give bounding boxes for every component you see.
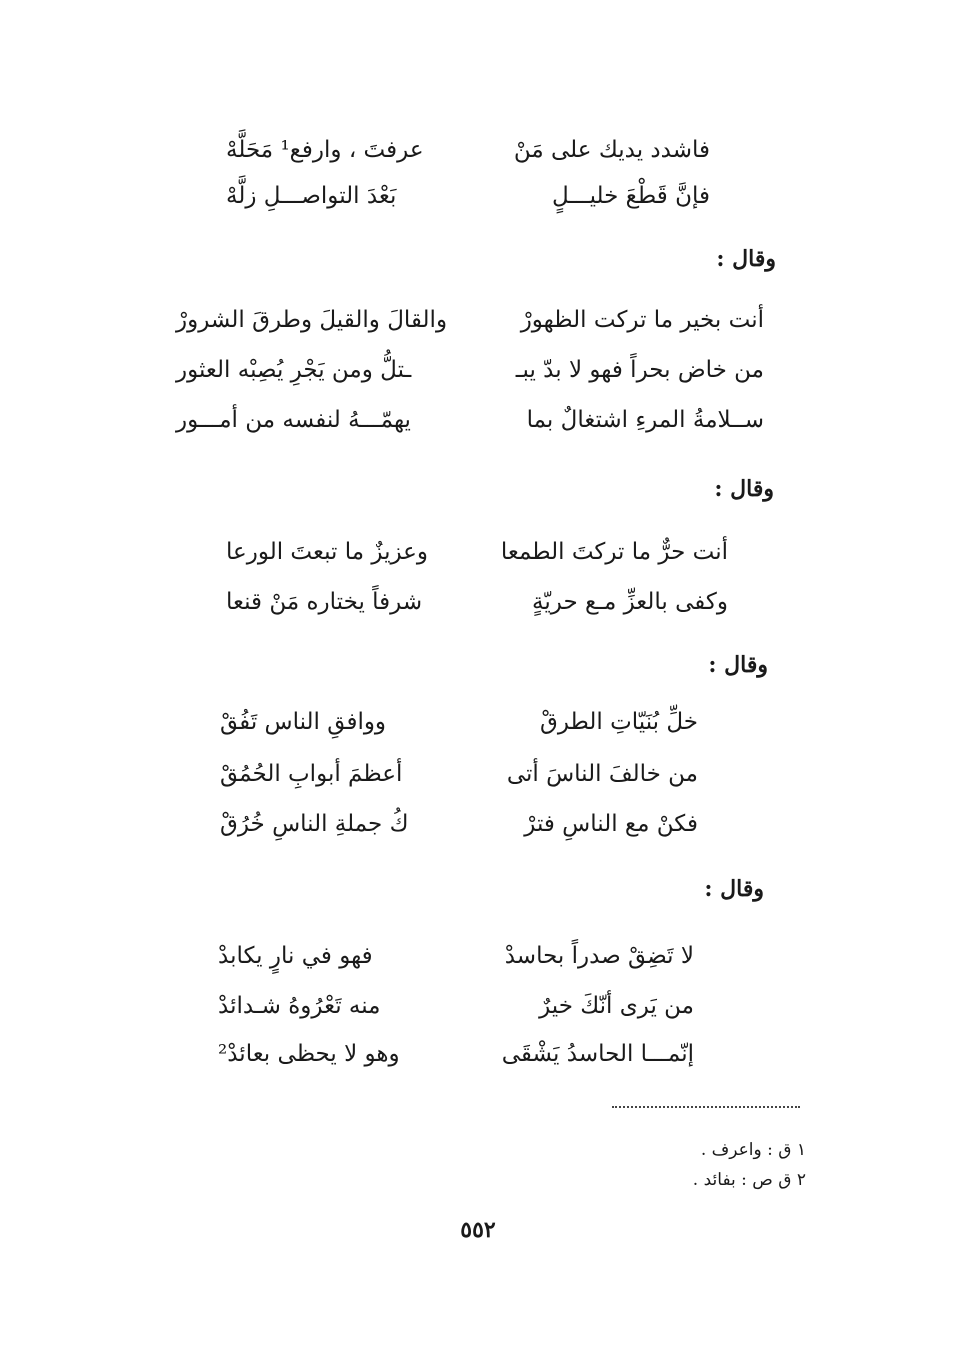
verse-first-hemistich: لا تَضِقْ صدراً بحاسدْ [504,943,694,969]
poem-intro: وقال : [714,476,774,502]
verse-second-hemistich: ـتلُّ ومن يَجْرِ يُصِبْه العثور [176,357,412,383]
verse-second-hemistich: يهمّـــهُ لنفسه من أمـــور [176,407,411,433]
verse-second-hemistich: شرفاً يختاره مَنْ قنعا [226,589,423,615]
verse-second-hemistich: وهو لا يحظى بعائدْ² [218,1041,400,1067]
poem-intro: وقال : [704,876,764,902]
verse-first-hemistich: أنت بخير ما تركت الظهورْ [520,307,764,333]
verse-first-hemistich: من يَرى أنّكَ خيرٌ [539,993,694,1019]
verse-first-hemistich: ســلامةُ المرءِ اشتغالٌ بما [526,407,764,433]
verse-second-hemistich: والقالَ والقيلَ وطرقَ الشرورْ [176,307,448,333]
verse-second-hemistich: كُ جملةِ الناسِ خُرُقْ [220,811,409,837]
verse-first-hemistich: إنّمـــا الحاسدُ يَشْقَى [501,1041,694,1067]
verse-first-hemistich: من خاض بحراً فهو لا بدّ يبـ [515,357,764,383]
verse-first-hemistich: وكفى بالعزِّ مـع حريّةٍ [532,589,728,615]
footnote-divider [612,1106,800,1108]
verse-first-hemistich: فكنْ مع الناسِ فترْ [524,811,698,837]
verse-second-hemistich: فهو في نارٍ يكابدْ [218,943,373,969]
verse-second-hemistich: ووافقِ الناس تَفُقْ [220,709,387,735]
footnote: ١ ق : واعرف . [700,1140,806,1160]
verse-second-hemistich: منه تَعْرُوهُ شـدائدْ [218,993,381,1019]
verse-second-hemistich: وعزيزٌ ما تبعتَ الورعا [226,539,429,565]
verse-first-hemistich: فاشدد يديك على مَنْ [513,137,710,163]
footnote: ٢ ق ص : بفائد . [692,1170,806,1190]
page-number: ٥٥٢ [460,1217,496,1243]
verse-first-hemistich: خلِّ بُنَيّاتِ الطرقْ [539,709,698,735]
verse-first-hemistich: من خالفَ الناسَ أتى [506,761,698,787]
verse-first-hemistich: فإنَّ قَطْعَ خليـــلٍ [551,183,710,209]
poem-intro: وقال : [716,246,776,272]
verse-second-hemistich: عرفتَ ، وارفع¹ مَحَلَّهْ [226,137,424,163]
verse-second-hemistich: أعظمَ أبوابِ الحُمُقْ [220,761,403,787]
verse-first-hemistich: أنت حرٌّ ما تركتَ الطمعا [500,539,728,565]
verse-second-hemistich: بَعْدَ التواصـــلِ زلَّهْ [226,183,397,209]
poem-intro: وقال : [708,652,768,678]
